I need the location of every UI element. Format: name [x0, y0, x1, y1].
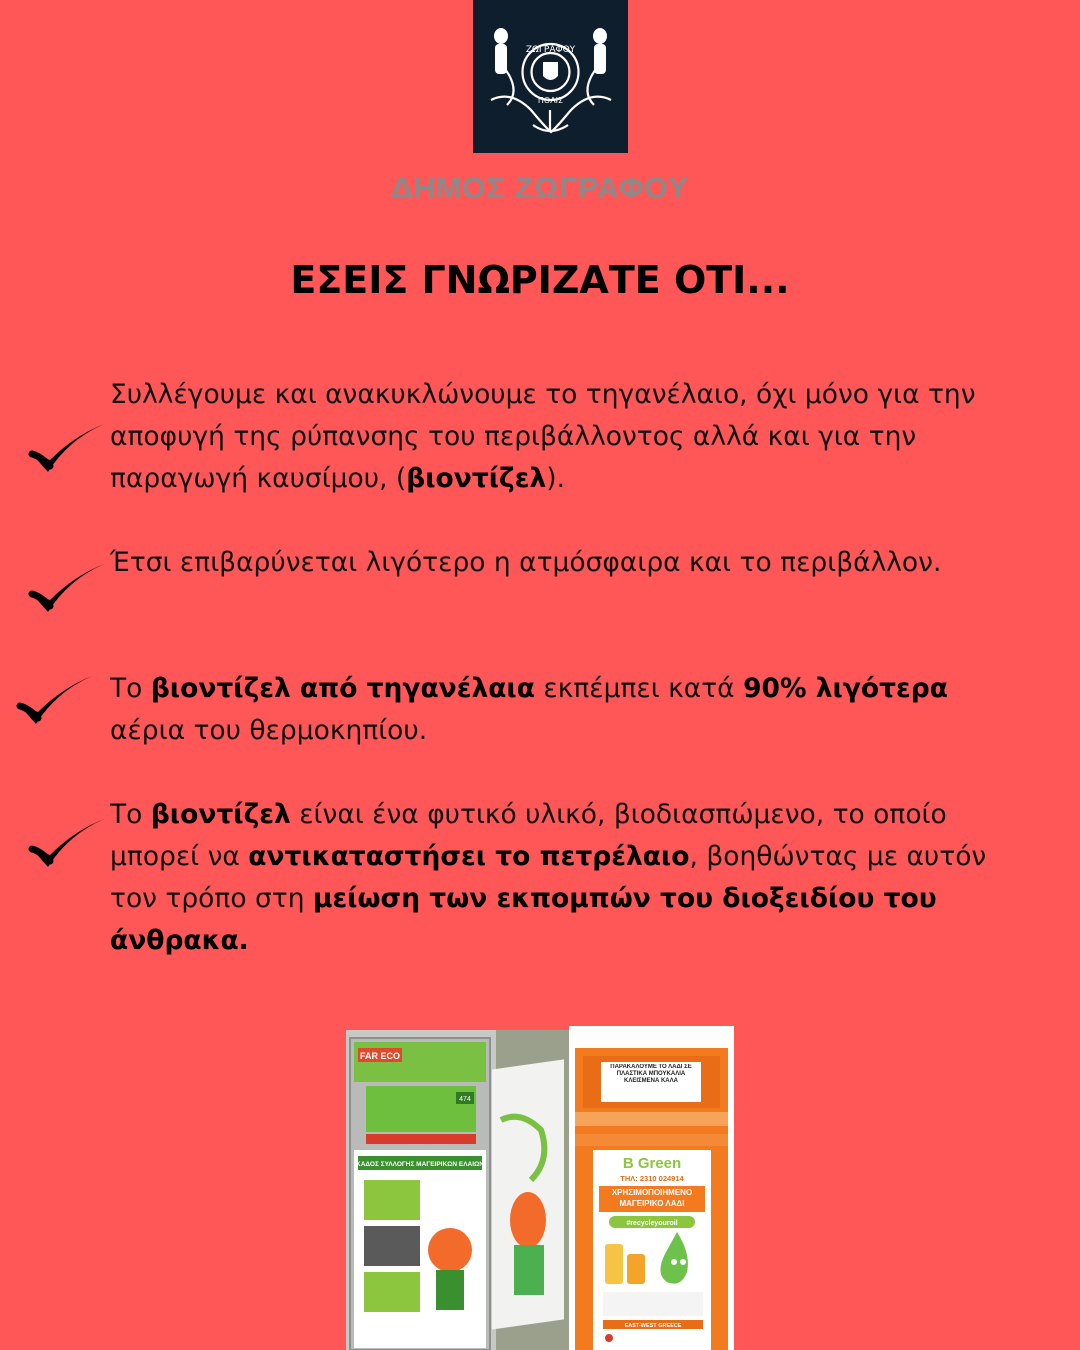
fact-text: Το [110, 799, 151, 830]
fact-text: Συλλέγουμε και ανακυκλώνουμε το τηγανέλαιο, όχι μόνο για την αποφυγή της ρύπανσης του περιβάλλοντος αλλά και για την παραγωγή καυσίμου, ( [110, 379, 976, 494]
photo-green-oil-bin [346, 1030, 569, 1350]
fact-bold: μείωση των εκπομπών του διοξειδίου του άνθρακα. [110, 883, 937, 956]
bin-number: 474 [459, 1096, 471, 1103]
fact-bold: 90% λιγότερα [743, 673, 948, 704]
fact-text: Το [110, 673, 151, 704]
fact-bold: βιοντίζελ από τηγανέλαια [150, 673, 535, 704]
fact-bold: βιοντίζελ [406, 463, 547, 494]
bin-hashtag: #recycleyouroil [626, 1220, 678, 1227]
fact-item-3 [110, 668, 1000, 752]
coat-of-arms-icon [473, 0, 628, 153]
bin-footer: EAST-WEST GREECE [624, 1323, 682, 1329]
fact-text: Έτσι επιβαρύνεται λιγότερο η ατμόσφαιρα και το περιβάλλον. [110, 547, 942, 578]
bin-title: ΧΡΗΣΙΜΟΠΟΙΗΜΕΝΟ ΜΑΓΕΙΡΙΚΟ ΛΑΔΙ [611, 1188, 693, 1208]
page-headline: ΕΣΕΙΣ ΓΝΩΡΙΖΑΤΕ ΟΤΙ... [290, 258, 790, 302]
checkmark-icon [16, 672, 96, 732]
checkmark-icon [28, 815, 108, 875]
fact-item-4 [110, 794, 1000, 962]
fact-bold: βιοντίζελ [150, 799, 291, 830]
bin-panel-label: ΚΑΔΟΣ ΣΥΛΛΟΓΗΣ ΜΑΓΕΙΡΙΚΩΝ ΕΛΑΙΩΝ [356, 1161, 484, 1168]
fact-text: , βοηθώντας με αυτόν τον τρόπο στη [110, 841, 987, 914]
municipality-logo [473, 0, 628, 153]
photo-orange-oil-bin [569, 1026, 734, 1350]
brand-label-left: FAR ECO [359, 1051, 401, 1061]
fact-bold: αντικαταστήσει το πετρέλαιο [248, 841, 690, 872]
municipality-name: ΔΗΜΟΣ ΖΩΓΡΑΦΟΥ [390, 172, 690, 205]
fact-text: εκπέμπει κατά [534, 673, 744, 704]
fact-item-1 [110, 374, 1000, 500]
checkmark-icon [28, 560, 108, 620]
checkmark-icon [28, 420, 108, 480]
bin-phone: ΤΗΛ: 2310 024914 [620, 1174, 684, 1183]
bin-notice-label: ΠΑΡΑΚΑΛΟΥΜΕ ΤΟ ΛΑΔΙ ΣΕ ΠΛΑΣΤΙΚΑ ΜΠΟΥΚΑΛΙΑ ΚΛΕΙΣΜΕΝΑ ΚΑΛΑ [610, 1064, 692, 1084]
logo-text-top: ΖΩΓΡΑΦΟΥ [525, 45, 576, 55]
fact-text: είναι ένα φυτικό υλικό, βιοδιασπώμενο, το οποίο μπορεί να [110, 799, 947, 872]
brand-label-right: B Green [622, 1155, 682, 1172]
fact-text: αέρια του θερμοκηπίου. [110, 715, 428, 746]
fact-item-2 [110, 542, 1000, 584]
logo-text-bottom: ΠΟΛΙΣ [537, 96, 564, 105]
fact-text: ). [546, 463, 565, 494]
